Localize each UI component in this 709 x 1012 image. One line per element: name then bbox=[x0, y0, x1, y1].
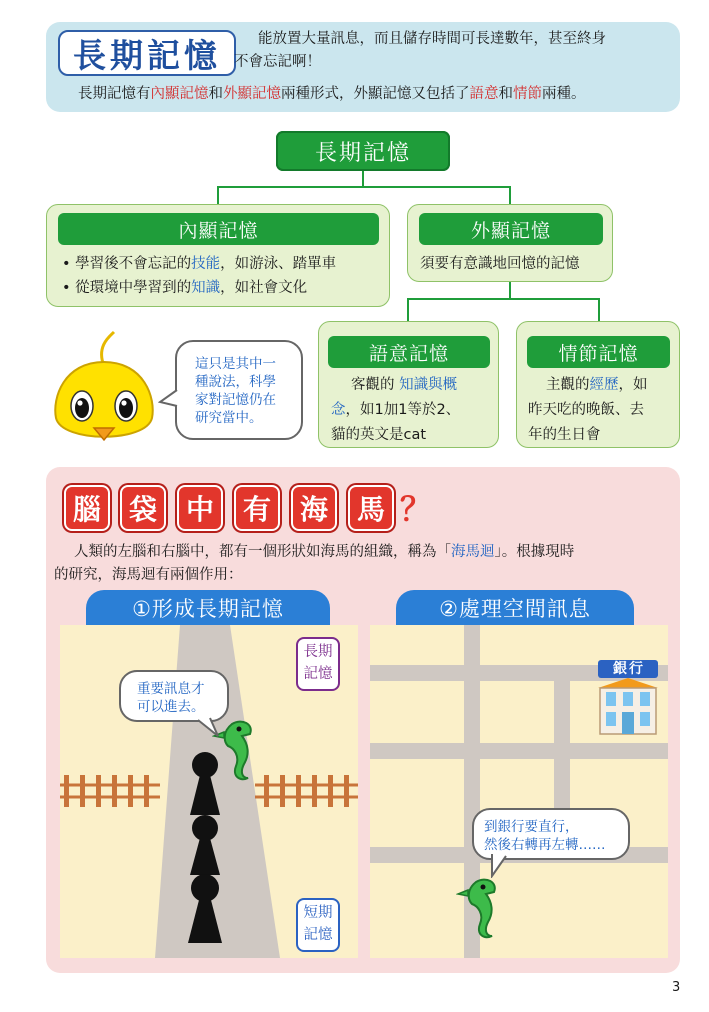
page-number: 3 bbox=[672, 980, 681, 995]
bubble-line: 家對記憶仍在 bbox=[195, 392, 276, 408]
title-char: 袋 bbox=[120, 485, 166, 531]
paragraph-key: 海馬迴 bbox=[451, 544, 495, 560]
bubble-line: 到銀行要直行， bbox=[484, 819, 579, 835]
semantic-text: ，如1加1等於2、 bbox=[345, 402, 461, 418]
chick-mascot-icon bbox=[44, 328, 164, 450]
summary-implicit: 內顯記憶 bbox=[150, 86, 209, 102]
tree-connector bbox=[217, 186, 219, 206]
tree-connector bbox=[598, 298, 600, 322]
bubble-line: 重要訊息才 bbox=[137, 681, 205, 697]
label-line: 記憶 bbox=[303, 927, 333, 943]
long-term-memory-label bbox=[296, 637, 340, 691]
label-line: 記憶 bbox=[303, 666, 333, 682]
title-char: 海 bbox=[291, 485, 337, 531]
tree-connector bbox=[509, 186, 511, 206]
bullet-text: ，如游泳、踏單車 bbox=[220, 256, 337, 272]
episodic-memory-desc bbox=[528, 373, 678, 448]
summary-text: 兩種。 bbox=[542, 86, 586, 102]
episodic-line: 昨天吃的晚飯、去 bbox=[528, 402, 644, 418]
bubble-line: 然後右轉再左轉…… bbox=[484, 837, 606, 853]
bubble-line: 可以進去。 bbox=[137, 699, 205, 715]
paragraph-text: 人類的左腦和右腦中，都有一個形狀如海馬的組織，稱為「 bbox=[74, 544, 451, 560]
episodic-memory-header: 情節記憶 bbox=[527, 336, 670, 368]
implicit-bullet: • 學習後不會忘記的技能，如游泳、踏單車 bbox=[62, 256, 337, 272]
semantic-line bbox=[331, 398, 499, 423]
implicit-bullet: • 從環境中學習到的知識，如社會文化 bbox=[62, 280, 308, 296]
seahorse-icon bbox=[456, 876, 504, 942]
banner-summary bbox=[78, 82, 678, 103]
bubble-line: 研究當中。 bbox=[195, 410, 263, 426]
implicit-memory-header: 內顯記憶 bbox=[58, 213, 379, 245]
bullet-text: 從環境中學習到的 bbox=[75, 280, 192, 296]
hippocampus-paragraph bbox=[54, 541, 674, 587]
title-question-mark: ？ bbox=[400, 490, 433, 528]
summary-text: 和 bbox=[208, 86, 223, 102]
summary-text: 和 bbox=[498, 86, 513, 102]
tab-spatial-info: ②處理空間訊息 bbox=[396, 590, 634, 626]
paragraph-text: 」。根據現時 bbox=[494, 544, 575, 560]
chick-bubble-tail bbox=[158, 388, 180, 412]
bullet-text: ，如社會文化 bbox=[220, 280, 308, 296]
tree-connector bbox=[509, 281, 511, 299]
banner-intro bbox=[234, 28, 676, 74]
short-term-memory-label bbox=[296, 898, 340, 952]
semantic-memory-header: 語意記憶 bbox=[328, 336, 490, 368]
title-char: 有 bbox=[234, 485, 280, 531]
explicit-memory-desc: 須要有意識地回憶的記憶 bbox=[420, 256, 580, 272]
semantic-text: 客觀的 bbox=[351, 377, 395, 393]
episodic-key: 經歷 bbox=[589, 377, 619, 393]
semantic-key: 知識與概 bbox=[399, 377, 458, 393]
episodic-line bbox=[528, 373, 678, 398]
card2-bubble-tail bbox=[488, 852, 512, 878]
episodic-line: 年的生日會 bbox=[528, 427, 601, 443]
summary-semantic: 語意 bbox=[469, 86, 499, 102]
semantic-line bbox=[331, 373, 499, 398]
label-line: 短期 bbox=[303, 905, 333, 921]
banner-intro-line1: 能放置大量訊息，而且儲存時間可長達數年，甚至終身 bbox=[258, 31, 606, 47]
tab-long-term-memory: ①形成長期記憶 bbox=[86, 590, 330, 626]
banner-intro-line2: 不會忘記啊！ bbox=[234, 54, 321, 70]
bullet-text: 學習後不會忘記的 bbox=[75, 256, 192, 272]
bullet-key: 知識 bbox=[191, 280, 221, 296]
tree-connector bbox=[362, 171, 364, 187]
chick-speech-bubble bbox=[175, 340, 303, 440]
tree-connector bbox=[407, 298, 409, 322]
tree-root-node: 長期記憶 bbox=[276, 131, 450, 171]
semantic-key: 念 bbox=[331, 402, 346, 418]
implicit-memory-bullets bbox=[62, 252, 386, 300]
semantic-memory-desc bbox=[331, 373, 499, 448]
tree-connector bbox=[407, 298, 600, 300]
bullet-key: 技能 bbox=[191, 256, 221, 272]
title-char: 腦 bbox=[64, 485, 110, 531]
bank-sign: 銀行 bbox=[613, 661, 645, 677]
episodic-text: ，如 bbox=[618, 377, 648, 393]
card1-bubble-tail bbox=[196, 714, 222, 738]
explicit-memory-header: 外顯記憶 bbox=[419, 213, 603, 245]
bubble-line: 這只是其中一 bbox=[195, 356, 276, 372]
episodic-text: 主觀的 bbox=[546, 377, 590, 393]
paragraph-line: 的研究，海馬迴有兩個作用： bbox=[54, 567, 243, 583]
title-char: 馬 bbox=[348, 485, 394, 531]
summary-episodic: 情節 bbox=[513, 86, 542, 102]
semantic-line: 貓的英文是cat bbox=[331, 427, 427, 443]
banner-title: 長期記憶 bbox=[58, 30, 236, 76]
summary-text: 兩種形式，外顯記憶又包括了 bbox=[281, 86, 470, 102]
bubble-line: 種說法，科學 bbox=[195, 374, 276, 390]
summary-text: 長期記憶有 bbox=[78, 86, 151, 102]
tree-connector bbox=[217, 186, 511, 188]
title-char: 中 bbox=[177, 485, 223, 531]
paragraph-line bbox=[64, 541, 674, 564]
label-line: 長期 bbox=[303, 644, 333, 660]
summary-explicit: 外顯記憶 bbox=[223, 86, 281, 102]
